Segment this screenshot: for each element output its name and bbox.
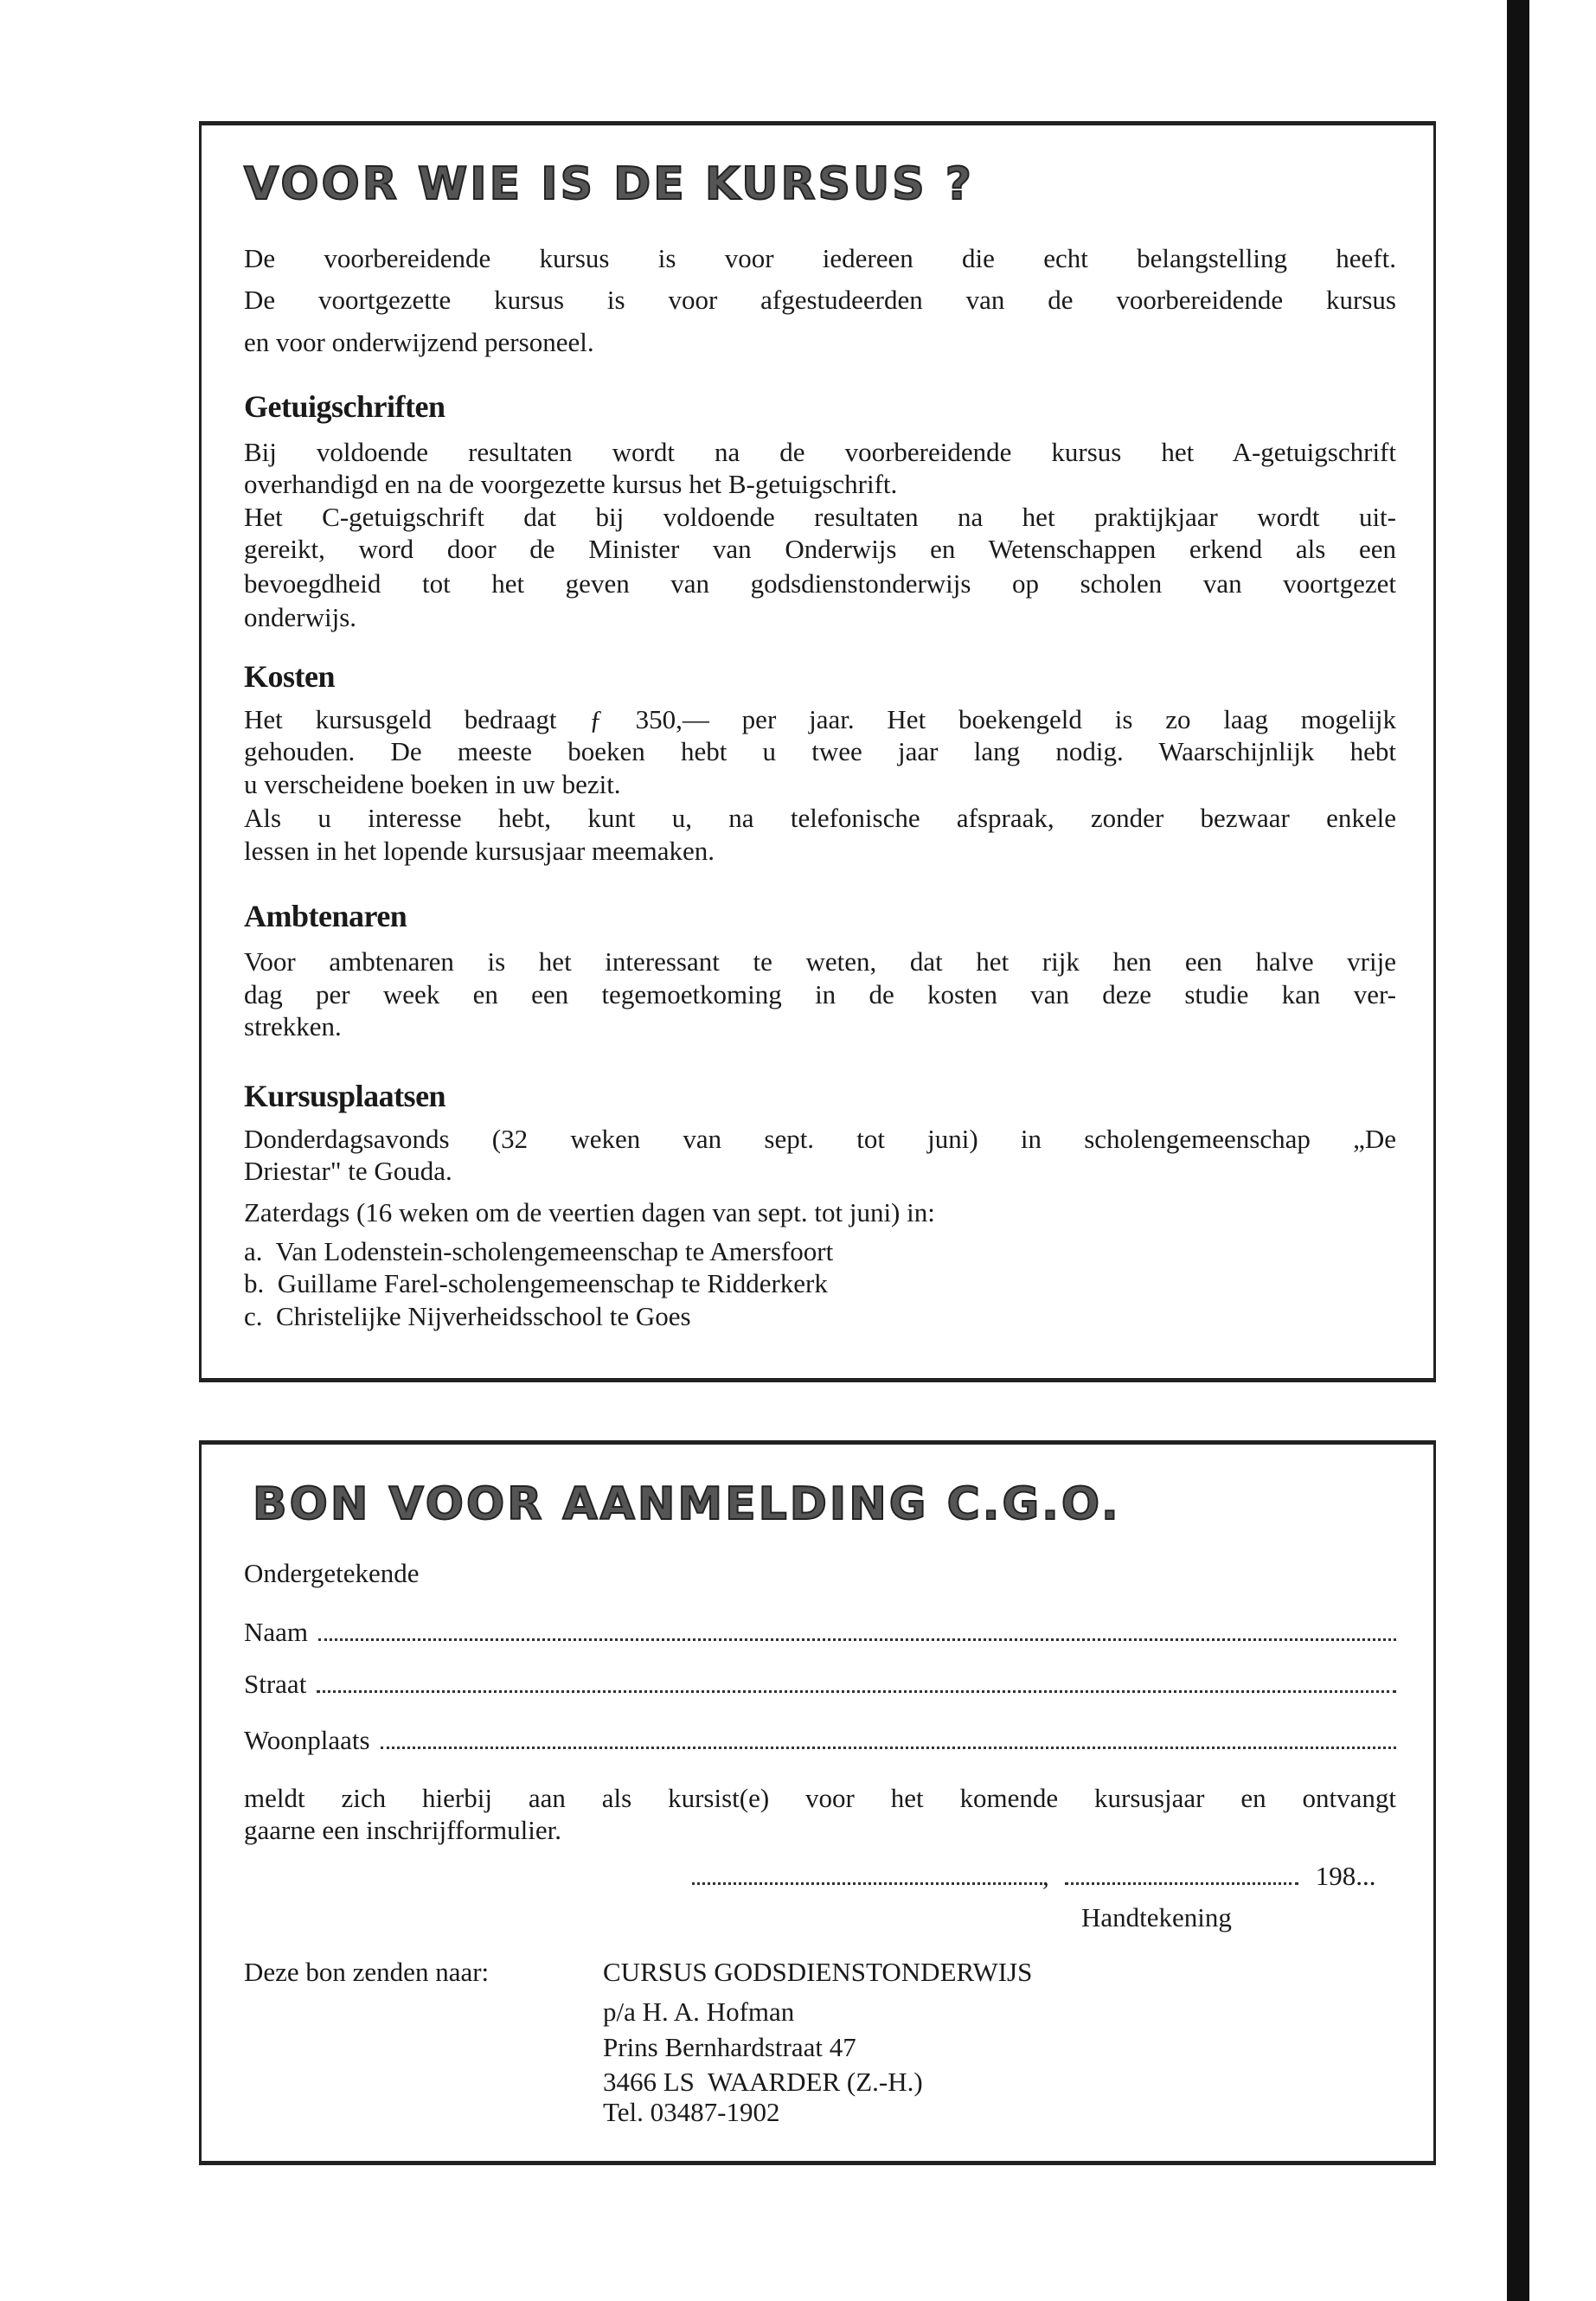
naam-field[interactable] (244, 1615, 1396, 1650)
comma-separator: , (1042, 1861, 1049, 1891)
paragraph-line: Het kursusgeld bedraagt ƒ 350,— per jaar. Het boekengeld is zo laag mogelijk (244, 704, 1396, 734)
paragraph-line: Het C-getuigschrift dat bij voldoende resultaten na het praktijkjaar wordt uit- (244, 502, 1396, 532)
naam-input-line[interactable] (318, 1616, 1396, 1641)
address-line: 3466 LS WAARDER (Z.-H.) (603, 2067, 923, 2097)
paragraph-line: gehouden. De meeste boeken hebt u twee jaar lang nodig. Waarschijnlijk hebt (244, 736, 1396, 766)
address-line: Tel. 03487-1902 (603, 2097, 780, 2127)
address-line: Prins Bernhardstraat 47 (603, 2032, 856, 2062)
location-item: a. Van Lodenstein-scholengemeenschap te Amersfoort (244, 1236, 834, 1266)
scan-edge-bar (1507, 0, 1529, 2301)
intro-line: De voorbereidende kursus is voor iedereen die echt belangstelling heeft. (244, 243, 1396, 273)
form-title: BON VOOR AANMELDING C.G.O. (253, 1478, 1121, 1530)
paragraph-line: Bij voldoende resultaten wordt na de voorbereidende kursus het A-getuigschrift (244, 437, 1396, 467)
place-input-line[interactable] (692, 1860, 1042, 1885)
signature-label: Handtekening (1081, 1902, 1232, 1932)
ondergetekende-label: Ondergetekende (244, 1558, 420, 1588)
paragraph-line: onderwijs. (244, 602, 357, 632)
course-title: VOOR WIE IS DE KURSUS ? (244, 158, 974, 210)
naam-label: Naam (244, 1617, 309, 1647)
heading-kosten: Kosten (244, 659, 335, 694)
woonplaats-field[interactable] (244, 1723, 1396, 1758)
straat-label: Straat (244, 1669, 307, 1699)
paragraph-line: u verscheidene boeken in uw bezit. (244, 769, 621, 799)
heading-getuigschriften: Getuigschriften (244, 389, 445, 424)
woonplaats-label: Woonplaats (244, 1725, 370, 1755)
woonplaats-input-line[interactable] (381, 1724, 1396, 1749)
straat-input-line[interactable] (317, 1668, 1396, 1693)
paragraph-line: gereikt, word door de Minister van Onderwijs en Wetenschappen erkend als een (244, 534, 1396, 564)
paragraph-line: Als u interesse hebt, kunt u, na telefonische afspraak, zonder bezwaar enkele (244, 803, 1396, 833)
heading-ambtenaren: Ambtenaren (244, 899, 407, 933)
intro-line: en voor onderwijzend personeel. (244, 327, 594, 357)
date-place-line (692, 1859, 1396, 1894)
year-suffix: 198... (1315, 1861, 1376, 1891)
address-line: p/a H. A. Hofman (603, 1997, 795, 2027)
heading-kursusplaatsen: Kursusplaatsen (244, 1079, 446, 1113)
location-item: b. Guillame Farel-scholengemeenschap te Ridderkerk (244, 1268, 828, 1298)
paragraph-line: Zaterdags (16 weken om de veertien dagen van sept. tot juni) in: (244, 1197, 935, 1227)
paragraph-line: Voor ambtenaren is het interessant te weten, dat het rijk hen een halve vrije (244, 946, 1396, 977)
date-input-line[interactable] (1065, 1860, 1298, 1885)
location-item: c. Christelijke Nijverheidsschool te Goes (244, 1301, 691, 1331)
straat-field[interactable] (244, 1667, 1396, 1702)
paragraph-line: Driestar" te Gouda. (244, 1156, 452, 1186)
address-line: CURSUS GODSDIENSTONDERWIJS (603, 1957, 1033, 1987)
paragraph-line: strekken. (244, 1011, 342, 1042)
paragraph-line: bevoegdheid tot het geven van godsdienstonderwijs op scholen van voortgezet (244, 568, 1396, 599)
statement-line: meldt zich hierbij aan als kursist(e) voor het komende kursusjaar en ontvangt (244, 1783, 1396, 1813)
paragraph-line: Donderdagsavonds (32 weken van sept. tot juni) in scholengemeenschap „De (244, 1124, 1396, 1154)
send-to-label: Deze bon zenden naar: (244, 1957, 490, 1987)
paragraph-line: overhandigd en na de voorgezette kursus het B-getuigschrift. (244, 469, 898, 499)
statement-line: gaarne een inschrijfformulier. (244, 1815, 561, 1845)
paragraph-line: lessen in het lopende kursusjaar meemaken. (244, 836, 715, 866)
intro-line: De voortgezette kursus is voor afgestudeerden van de voorbereidende kursus (244, 285, 1396, 315)
paragraph-line: dag per week en een tegemoetkoming in de kosten van deze studie kan ver- (244, 979, 1396, 1009)
